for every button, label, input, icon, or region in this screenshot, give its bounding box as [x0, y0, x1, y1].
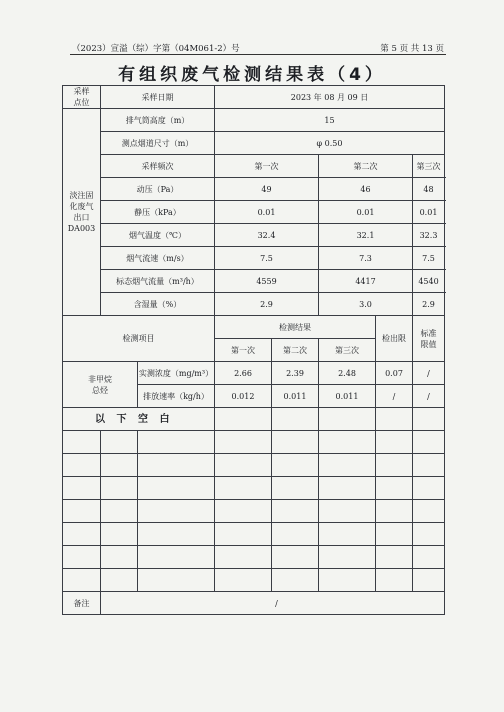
param-value: 7.5	[413, 247, 445, 270]
results-header: 检测结果	[215, 316, 376, 339]
param-value: 32.3	[413, 224, 445, 247]
rate-value: 0.011	[319, 385, 376, 408]
rate-standard: /	[413, 385, 445, 408]
param-label: 静压（kPa）	[101, 201, 215, 224]
param-label: 烟气温度（℃）	[101, 224, 215, 247]
emission-rate-label: 排放速率（kg/h）	[138, 385, 215, 408]
document-number: （2023）宣溢（综）字第（04M061-2）号	[72, 44, 240, 54]
param-value: 48	[413, 178, 445, 201]
pollutant-name: 非甲烷 总烃	[63, 362, 138, 408]
stack-height-label: 排气筒高度（m）	[101, 109, 215, 132]
item-header: 检测项目	[63, 316, 215, 362]
rate-value: 0.012	[215, 385, 272, 408]
rate-value: 0.011	[272, 385, 319, 408]
sampling-point-header: 采样 点位	[63, 86, 101, 109]
run-2-header: 第二次	[319, 155, 413, 178]
param-label: 含湿量（%）	[101, 293, 215, 316]
measured-detection-limit: 0.07	[376, 362, 413, 385]
remarks-value: /	[101, 592, 445, 615]
measured-concentration-label: 实测浓度（mg/m³）	[138, 362, 215, 385]
param-value: 4540	[413, 270, 445, 293]
result-run-2-header: 第二次	[272, 339, 319, 362]
param-value: 4417	[319, 270, 413, 293]
param-value: 2.9	[413, 293, 445, 316]
flue-size-label: 测点烟道尺寸（m）	[101, 132, 215, 155]
measured-value: 2.39	[272, 362, 319, 385]
param-label: 烟气流速（m/s）	[101, 247, 215, 270]
result-run-3-header: 第三次	[319, 339, 376, 362]
param-label: 标态烟气流量（m³/h）	[101, 270, 215, 293]
param-value: 7.3	[319, 247, 413, 270]
param-value: 0.01	[215, 201, 319, 224]
run-1-header: 第一次	[215, 155, 319, 178]
measured-value: 2.66	[215, 362, 272, 385]
param-value: 0.01	[319, 201, 413, 224]
param-value: 32.1	[319, 224, 413, 247]
results-table	[62, 85, 445, 615]
rate-detection-limit: /	[376, 385, 413, 408]
page-info: 第 5 页 共 13 页	[380, 44, 444, 54]
param-value: 3.0	[319, 293, 413, 316]
sampling-date-value: 2023 年 08 月 09 日	[215, 86, 445, 109]
blank-marker: 以 下 空 白	[63, 408, 215, 431]
param-value: 46	[319, 178, 413, 201]
param-value: 7.5	[215, 247, 319, 270]
stack-height-value: 15	[215, 109, 445, 132]
param-value: 0.01	[413, 201, 445, 224]
flue-size-value: φ 0.50	[215, 132, 445, 155]
param-label: 动压（Pa）	[101, 178, 215, 201]
param-value: 4559	[215, 270, 319, 293]
detection-limit-header: 检出限	[376, 316, 413, 362]
measured-value: 2.48	[319, 362, 376, 385]
standard-limit-header: 标准 限值	[413, 316, 445, 362]
remarks-label: 备注	[63, 592, 101, 615]
param-value: 49	[215, 178, 319, 201]
header-rule	[70, 54, 446, 55]
run-3-header: 第三次	[413, 155, 445, 178]
measured-standard: /	[413, 362, 445, 385]
param-value: 32.4	[215, 224, 319, 247]
param-value: 2.9	[215, 293, 319, 316]
sampling-point-name: 淡注固 化废气 出口 DA003	[63, 109, 101, 316]
sampling-date-label: 采样日期	[101, 86, 215, 109]
frequency-label: 采样频次	[101, 155, 215, 178]
page-title: 有组织废气检测结果表（4）	[118, 65, 386, 85]
result-run-1-header: 第一次	[215, 339, 272, 362]
